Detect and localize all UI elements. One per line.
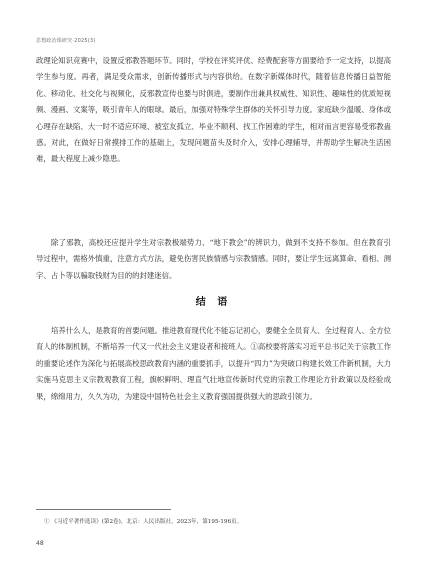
body-paragraph-2: 除了邪教，高校还应提升学生对宗教极端势力、“地下教会”的辨识力，做到不支持不参加。但在教育引导过程中，需格外慎重，注意方式方法，避免伤害民族情感与宗教情感。同时，要让学生远离算命、看相、测字、占卜等以骗取钱财为目的的封建迷信。 xyxy=(36,238,391,280)
body-paragraph-1: 政理论知识竞赛中，设置反邪教答题环节。同时，学校在评奖评优、经费配套等方面要给予一定支持，以提高学生参与度。再者，满足受众需求，创新传播形式与内容供给。在数字新媒体时代，随着信息传播日益智能化、移动化、社交化与视频化，反邪教宣传也要与时俱进，要制作出兼具权威性、知识性、趣味性的优质短视频、漫画、文案等，吸引青年人的眼球。最后，加强对特殊学生群体的关怀引导力度。家庭缺少温暖、身体或心理存在缺陷、大一时不适应环境、被室友孤立、毕业不顺利、找工作困难的学生，相对而言更容易受邪教蛊惑。对此，在做好日常摸排工作的基础上，发现问题苗头及时介入，安排心理辅导，并帮助学生解决生活困难，最大程度上减少隐患。 xyxy=(36,56,391,164)
running-head: 思想政治课研究·2025(3) xyxy=(36,38,96,44)
footnote-divider xyxy=(36,509,171,510)
page-number: 48 xyxy=(36,540,44,547)
conclusion-paragraph: 培养什么人，是教育的首要问题。推进教育现代化不能忘记初心，要健全全员育人、全过程育人、全方位育人的体制机制，不断培养一代又一代社会主义建设者和接班人。①高校要将落实习近平总书记关于宗教工作的重要论述作为深化与拓展高校思政教育内涵的重要抓手，以提升“四力”为突破口构建长效工作新机制，大力实施马克思主义宗教观教育工程，旗帜鲜明、理直气壮地宣传新时代党的宗教工作理论方针政策以及经验成果，绵绵用力，久久为功，为建设中国特色社会主义教育强国提供强大的思政引领力。 xyxy=(36,326,391,401)
section-heading: 结 语 xyxy=(195,297,232,308)
footnote: ① 《习近平著作选读》(第2卷)，北京：人民出版社，2023年，第195-196页。 xyxy=(44,519,243,525)
